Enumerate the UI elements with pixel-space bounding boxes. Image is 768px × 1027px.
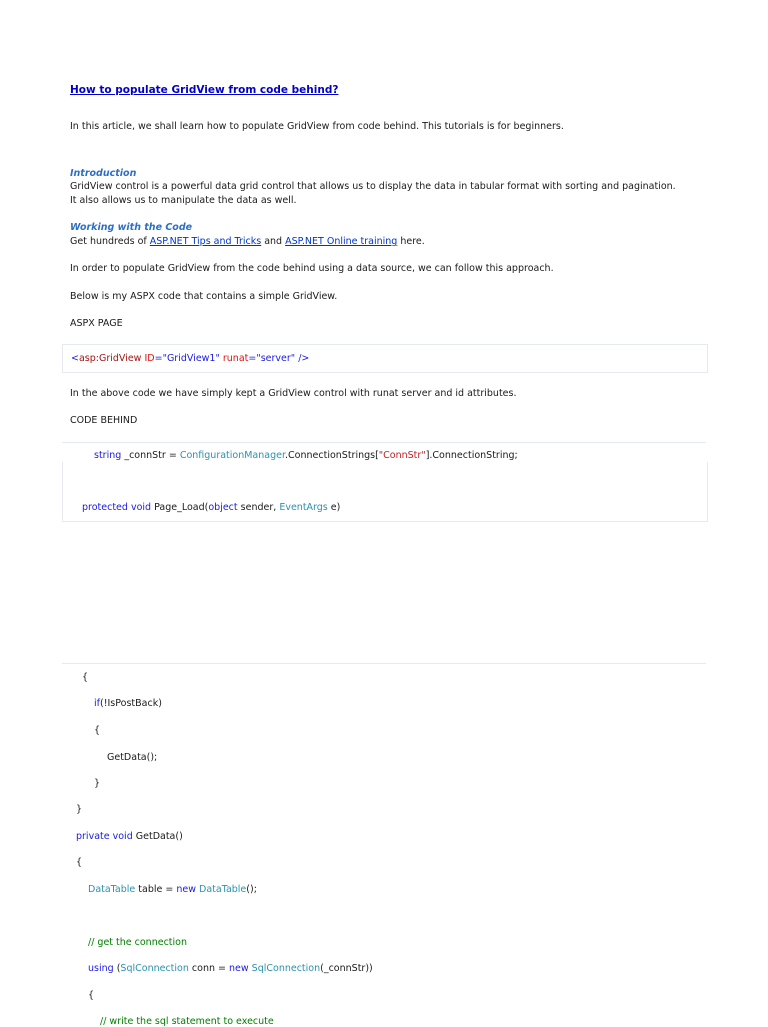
code-type: ConfigurationManager <box>179 450 286 461</box>
code-attr-runat: runat <box>222 353 249 364</box>
code-text: GetData() <box>135 831 183 842</box>
code-string: "ConnStr" <box>378 450 426 461</box>
working-heading: Working with the Code <box>70 222 193 233</box>
introduction-heading: Introduction <box>70 168 137 179</box>
code-brace-open: { <box>76 857 83 868</box>
code-val-runat: "server" <box>256 353 296 364</box>
code-text: e) <box>330 502 341 513</box>
code-val-id: "GridView1" <box>162 353 220 364</box>
code-type: DataTable <box>88 884 136 895</box>
code-text: ].ConnectionString; <box>425 450 518 461</box>
get-hundreds-line <box>70 236 425 247</box>
code-type: DataTable <box>199 884 247 895</box>
code-tag: asp:GridView <box>78 353 142 364</box>
article-title[interactable]: How to populate GridView from code behind? <box>70 84 339 96</box>
code-kw: object <box>208 502 238 513</box>
code-eq: = <box>154 353 163 364</box>
code-lt: < <box>71 353 79 364</box>
code-text: sender, <box>240 502 277 513</box>
get-hundreds-prefix: Get hundreds of <box>70 236 147 247</box>
aspx-code-block <box>62 344 708 373</box>
code-type: SqlConnection <box>120 963 189 974</box>
code-text: table = <box>138 884 174 895</box>
code-type: EventArgs <box>279 502 328 513</box>
code-block-top-rule <box>62 442 706 443</box>
code-text: conn = <box>191 963 226 974</box>
code-text: (); <box>246 884 257 895</box>
code-kw: string <box>94 450 122 461</box>
code-kw: new <box>229 963 249 974</box>
introduction-line-2: It also allows us to manipulate the data as well. <box>70 195 297 206</box>
code-comment-sql: // write the sql statement to execute <box>100 1016 274 1027</box>
code-attr-id: ID <box>144 353 155 364</box>
code-line-datatable <box>88 884 257 895</box>
para-populate: In order to populate GridView from the code behind using a data source, we can follow this approach. <box>70 263 554 274</box>
code-kw: void <box>112 831 133 842</box>
aspx-code-line <box>71 353 309 364</box>
code-line-page-load <box>82 502 340 513</box>
here-text: here. <box>400 236 425 247</box>
code-line-if <box>94 698 162 709</box>
code-kw: if <box>94 698 100 709</box>
code-brace-open: { <box>88 990 95 1001</box>
para-below: Below is my ASPX code that contains a simple GridView. <box>70 291 338 302</box>
code-kw: protected <box>82 502 128 513</box>
code-line-using <box>88 963 373 974</box>
code-kw: void <box>130 502 152 513</box>
code-brace-open: { <box>82 672 89 683</box>
code-kw: new <box>176 884 196 895</box>
code-brace-open: { <box>94 725 101 736</box>
code-block-page-load <box>62 462 708 522</box>
code-eq: = <box>248 353 257 364</box>
code-text: .ConnectionStrings[ <box>285 450 379 461</box>
code-text: (_connStr)) <box>320 963 373 974</box>
link-tips-and-tricks[interactable]: ASP.NET Tips and Tricks <box>149 236 262 247</box>
code-behind-label: CODE BEHIND <box>70 415 138 426</box>
intro-sentence: In this article, we shall learn how to populate GridView from code behind. This tutorials is for beginners. <box>70 121 564 132</box>
and-text: and <box>264 236 283 247</box>
code-brace-close: } <box>76 804 83 815</box>
code-line-private-getdata <box>76 831 183 842</box>
introduction-line-1: GridView control is a powerful data grid control that allows us to display the data in tabular format with sorting and pagination. <box>70 181 676 192</box>
code-type: SqlConnection <box>251 963 321 974</box>
code-text: Page_Load( <box>154 502 209 513</box>
code-text: ( <box>116 963 121 974</box>
code-text: (!IsPostBack) <box>99 698 162 709</box>
aspx-page-label: ASPX PAGE <box>70 318 123 329</box>
para-above: In the above code we have simply kept a GridView control with runat server and id attributes. <box>70 388 517 399</box>
code-kw: private <box>76 831 110 842</box>
code-comment-connection: // get the connection <box>88 937 187 948</box>
code-brace-close: } <box>94 778 101 789</box>
code-continuation-rule <box>62 663 706 664</box>
code-kw: using <box>88 963 114 974</box>
link-online-training[interactable]: ASP.NET Online training <box>285 236 398 247</box>
code-line-connstr <box>94 450 518 461</box>
code-text: _connStr = <box>124 450 177 461</box>
code-close: /> <box>298 353 310 364</box>
code-line-getdata-call: GetData(); <box>107 752 158 763</box>
